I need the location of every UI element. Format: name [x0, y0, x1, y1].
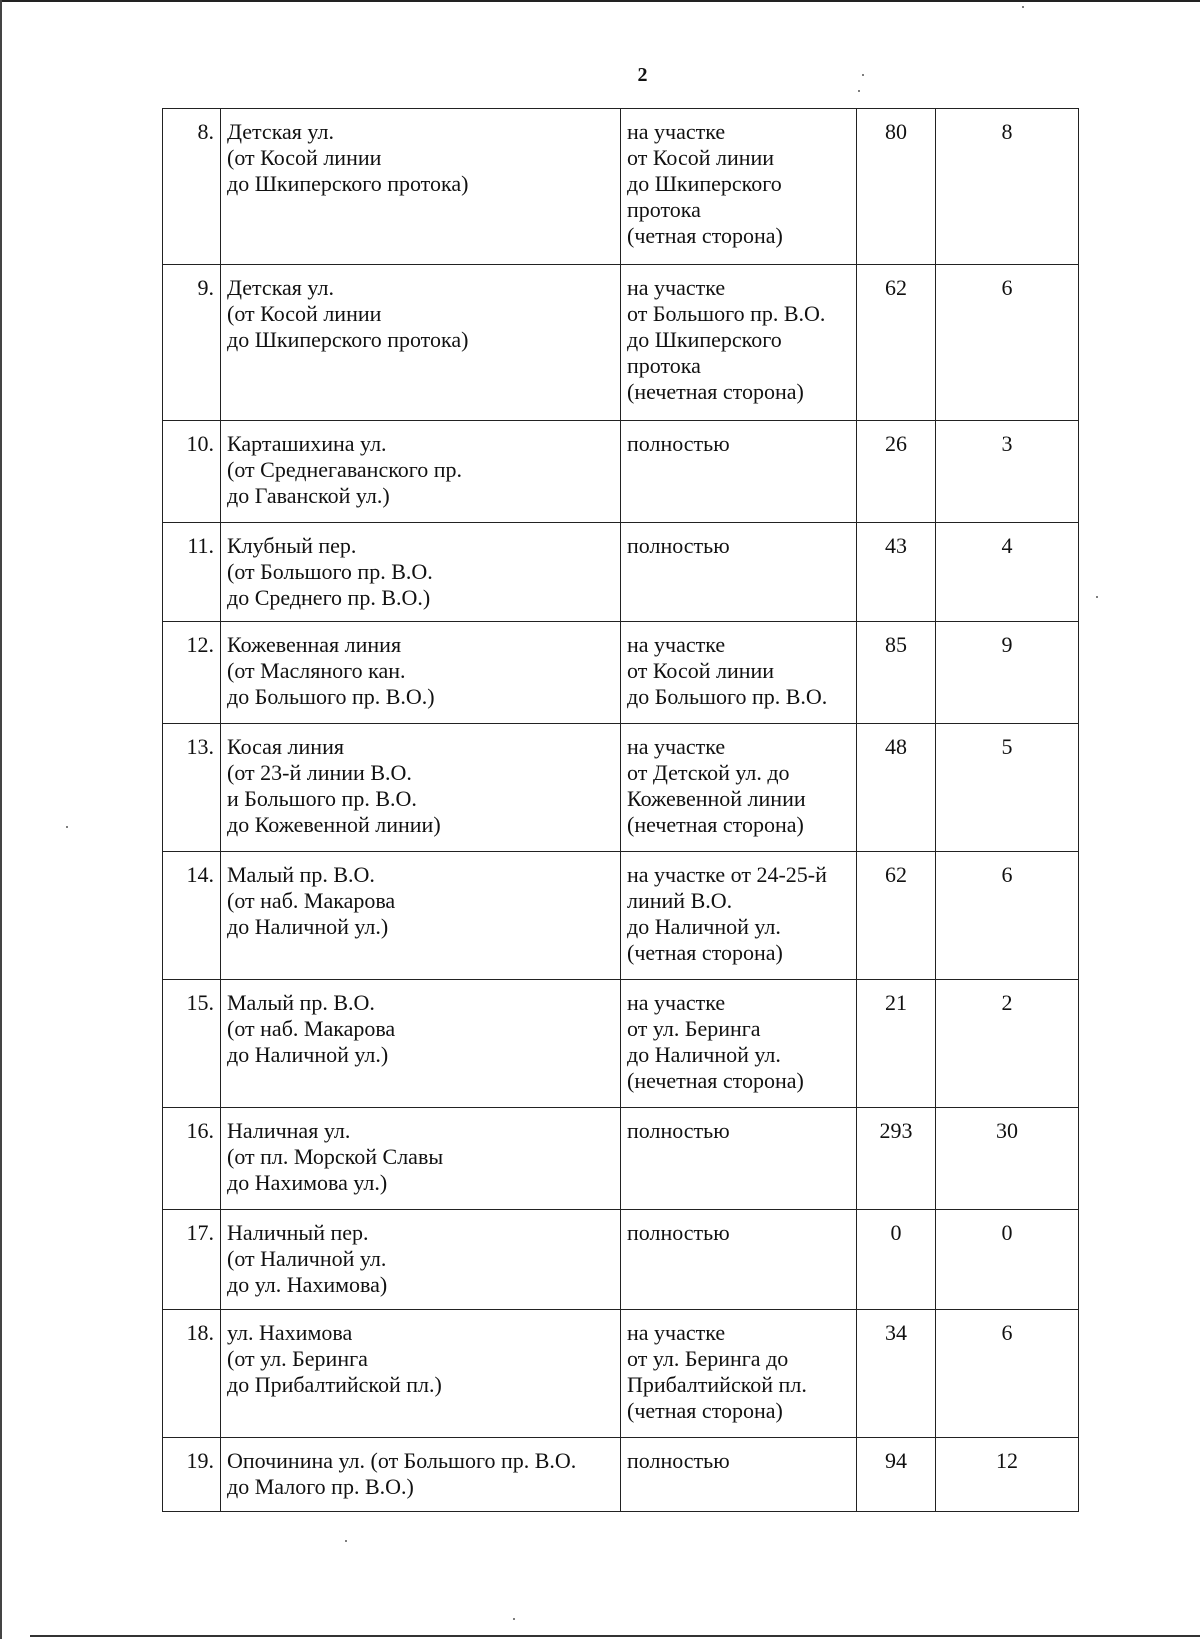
- scan-speck: [513, 1618, 515, 1620]
- street-line: до Наличной ул.): [227, 1042, 389, 1067]
- streets-table-body: [163, 109, 1079, 1512]
- street-line: Малый пр. В.О.: [227, 990, 375, 1015]
- street-line: (от Среднегаванского пр.: [227, 457, 463, 482]
- street-line: (от наб. Макарова: [227, 1016, 396, 1041]
- value-cell-1: 62: [857, 265, 936, 421]
- street-cell: [221, 1310, 621, 1438]
- section-line: от Большого пр. В.О.: [627, 301, 826, 326]
- street-line: до Среднего пр. В.О.): [227, 585, 431, 610]
- street-line: Наличный пер.: [227, 1220, 369, 1245]
- street-line: (от 23-й линии В.О.: [227, 760, 412, 785]
- value-cell-1: 85: [857, 622, 936, 724]
- section-cell: [621, 1210, 857, 1310]
- section-line: до Большого пр. В.О.: [627, 684, 828, 709]
- section-line: полностью: [627, 1448, 730, 1473]
- street-line: Детская ул.: [227, 119, 334, 144]
- page-border-top: [0, 0, 1200, 2]
- row-number: 16.: [163, 1108, 221, 1210]
- section-line: (четная сторона): [627, 1398, 783, 1423]
- table-row: [163, 622, 1079, 724]
- scan-speck: [1096, 596, 1098, 598]
- section-cell: [621, 852, 857, 980]
- street-line: до Кожевенной линии): [227, 812, 441, 837]
- value-cell-1: 34: [857, 1310, 936, 1438]
- value-cell-1: 21: [857, 980, 936, 1108]
- row-number: 9.: [163, 265, 221, 421]
- street-line: (от пл. Морской Славы: [227, 1144, 444, 1169]
- street-line: (от наб. Макарова: [227, 888, 396, 913]
- section-line: до Шкиперского: [627, 327, 782, 352]
- section-cell: [621, 622, 857, 724]
- section-cell: [621, 1310, 857, 1438]
- street-line: Наличная ул.: [227, 1118, 351, 1143]
- street-cell: [221, 109, 621, 265]
- section-line: на участке: [627, 990, 726, 1015]
- street-cell: [221, 1210, 621, 1310]
- section-cell: [621, 1108, 857, 1210]
- table-row: [163, 421, 1079, 523]
- street-line: до Шкиперского протока): [227, 327, 469, 352]
- table-row: [163, 852, 1079, 980]
- street-line: до Шкиперского протока): [227, 171, 469, 196]
- value-cell-2: 8: [936, 109, 1079, 265]
- section-line: до Наличной ул.: [627, 914, 781, 939]
- row-number: 13.: [163, 724, 221, 852]
- table-row: [163, 1108, 1079, 1210]
- street-cell: [221, 980, 621, 1108]
- street-line: Детская ул.: [227, 275, 334, 300]
- row-number: 11.: [163, 523, 221, 622]
- street-cell: [221, 421, 621, 523]
- section-line: до Наличной ул.: [627, 1042, 781, 1067]
- street-line: до Гаванской ул.): [227, 483, 390, 508]
- street-cell: [221, 1438, 621, 1512]
- row-number: 10.: [163, 421, 221, 523]
- value-cell-1: 80: [857, 109, 936, 265]
- value-cell-1: 0: [857, 1210, 936, 1310]
- street-cell: [221, 1108, 621, 1210]
- value-cell-2: 3: [936, 421, 1079, 523]
- value-cell-1: 43: [857, 523, 936, 622]
- street-cell: [221, 523, 621, 622]
- value-cell-2: 6: [936, 852, 1079, 980]
- value-cell-2: 5: [936, 724, 1079, 852]
- scan-speck: [862, 74, 864, 76]
- section-cell: [621, 265, 857, 421]
- section-line: от Косой линии: [627, 145, 775, 170]
- section-cell: [621, 109, 857, 265]
- value-cell-2: 0: [936, 1210, 1079, 1310]
- section-cell: [621, 724, 857, 852]
- table-row: [163, 1210, 1079, 1310]
- section-cell: [621, 421, 857, 523]
- value-cell-1: 62: [857, 852, 936, 980]
- table-row: [163, 523, 1079, 622]
- section-cell: [621, 523, 857, 622]
- section-cell: [621, 1438, 857, 1512]
- page-border-bottom: [30, 1635, 1200, 1637]
- street-line: Опочинина ул. (от Большого пр. В.О.: [227, 1448, 577, 1473]
- section-line: (четная сторона): [627, 223, 783, 248]
- streets-table: [162, 108, 1079, 1512]
- section-line: от Косой линии: [627, 658, 775, 683]
- section-line: (нечетная сторона): [627, 379, 804, 404]
- section-line: от ул. Беринга до: [627, 1346, 789, 1371]
- row-number: 8.: [163, 109, 221, 265]
- section-line: на участке от 24-25-й: [627, 862, 827, 887]
- row-number: 19.: [163, 1438, 221, 1512]
- street-line: (от Наличной ул.: [227, 1246, 387, 1271]
- table-row: [163, 109, 1079, 265]
- page-border-left: [0, 0, 2, 1639]
- section-line: на участке: [627, 1320, 726, 1345]
- street-line: Косая линия: [227, 734, 344, 759]
- street-cell: [221, 622, 621, 724]
- value-cell-2: 4: [936, 523, 1079, 622]
- scan-speck: [1022, 6, 1024, 8]
- street-line: (от ул. Беринга: [227, 1346, 368, 1371]
- street-line: (от Косой линии: [227, 301, 382, 326]
- street-line: до Наличной ул.): [227, 914, 389, 939]
- section-line: на участке: [627, 632, 726, 657]
- section-line: (четная сторона): [627, 940, 783, 965]
- section-line: полностью: [627, 1118, 730, 1143]
- scan-speck: [858, 90, 860, 92]
- street-line: до Малого пр. В.О.): [227, 1474, 414, 1499]
- value-cell-2: 6: [936, 265, 1079, 421]
- row-number: 18.: [163, 1310, 221, 1438]
- street-line: Малый пр. В.О.: [227, 862, 375, 887]
- section-line: Кожевенной линии: [627, 786, 806, 811]
- street-line: Кожевенная линия: [227, 632, 402, 657]
- table-row: [163, 724, 1079, 852]
- page-number: 2: [637, 64, 648, 86]
- section-line: Прибалтийской пл.: [627, 1372, 807, 1397]
- value-cell-1: 94: [857, 1438, 936, 1512]
- section-line: на участке: [627, 119, 726, 144]
- street-line: до Большого пр. В.О.): [227, 684, 435, 709]
- table-row: [163, 1438, 1079, 1512]
- section-line: (нечетная сторона): [627, 1068, 804, 1093]
- value-cell-1: 26: [857, 421, 936, 523]
- row-number: 15.: [163, 980, 221, 1108]
- scan-speck: [66, 826, 68, 828]
- section-line: полностью: [627, 1220, 730, 1245]
- section-line: на участке: [627, 275, 726, 300]
- row-number: 17.: [163, 1210, 221, 1310]
- table-row: [163, 1310, 1079, 1438]
- street-line: (от Масляного кан.: [227, 658, 406, 683]
- section-line: протока: [627, 197, 701, 222]
- value-cell-2: 30: [936, 1108, 1079, 1210]
- value-cell-1: 48: [857, 724, 936, 852]
- table-row: [163, 265, 1079, 421]
- value-cell-2: 2: [936, 980, 1079, 1108]
- street-line: до Прибалтийской пл.): [227, 1372, 442, 1397]
- table-row: [163, 980, 1079, 1108]
- value-cell-2: 12: [936, 1438, 1079, 1512]
- street-cell: [221, 852, 621, 980]
- street-line: Клубный пер.: [227, 533, 357, 558]
- street-line: до ул. Нахимова): [227, 1272, 388, 1297]
- street-line: (от Большого пр. В.О.: [227, 559, 433, 584]
- row-number: 14.: [163, 852, 221, 980]
- section-line: полностью: [627, 533, 730, 558]
- street-line: Карташихина ул.: [227, 431, 387, 456]
- section-cell: [621, 980, 857, 1108]
- section-line: линий В.О.: [627, 888, 733, 913]
- section-line: на участке: [627, 734, 726, 759]
- value-cell-1: 293: [857, 1108, 936, 1210]
- section-line: полностью: [627, 431, 730, 456]
- section-line: (нечетная сторона): [627, 812, 804, 837]
- street-cell: [221, 724, 621, 852]
- value-cell-2: 9: [936, 622, 1079, 724]
- scan-speck: [345, 1540, 347, 1542]
- row-number: 12.: [163, 622, 221, 724]
- street-line: до Нахимова ул.): [227, 1170, 388, 1195]
- street-cell: [221, 265, 621, 421]
- street-line: ул. Нахимова: [227, 1320, 353, 1345]
- street-line: и Большого пр. В.О.: [227, 786, 417, 811]
- value-cell-2: 6: [936, 1310, 1079, 1438]
- street-line: (от Косой линии: [227, 145, 382, 170]
- section-line: протока: [627, 353, 701, 378]
- section-line: от Детской ул. до: [627, 760, 790, 785]
- section-line: до Шкиперского: [627, 171, 782, 196]
- section-line: от ул. Беринга: [627, 1016, 761, 1041]
